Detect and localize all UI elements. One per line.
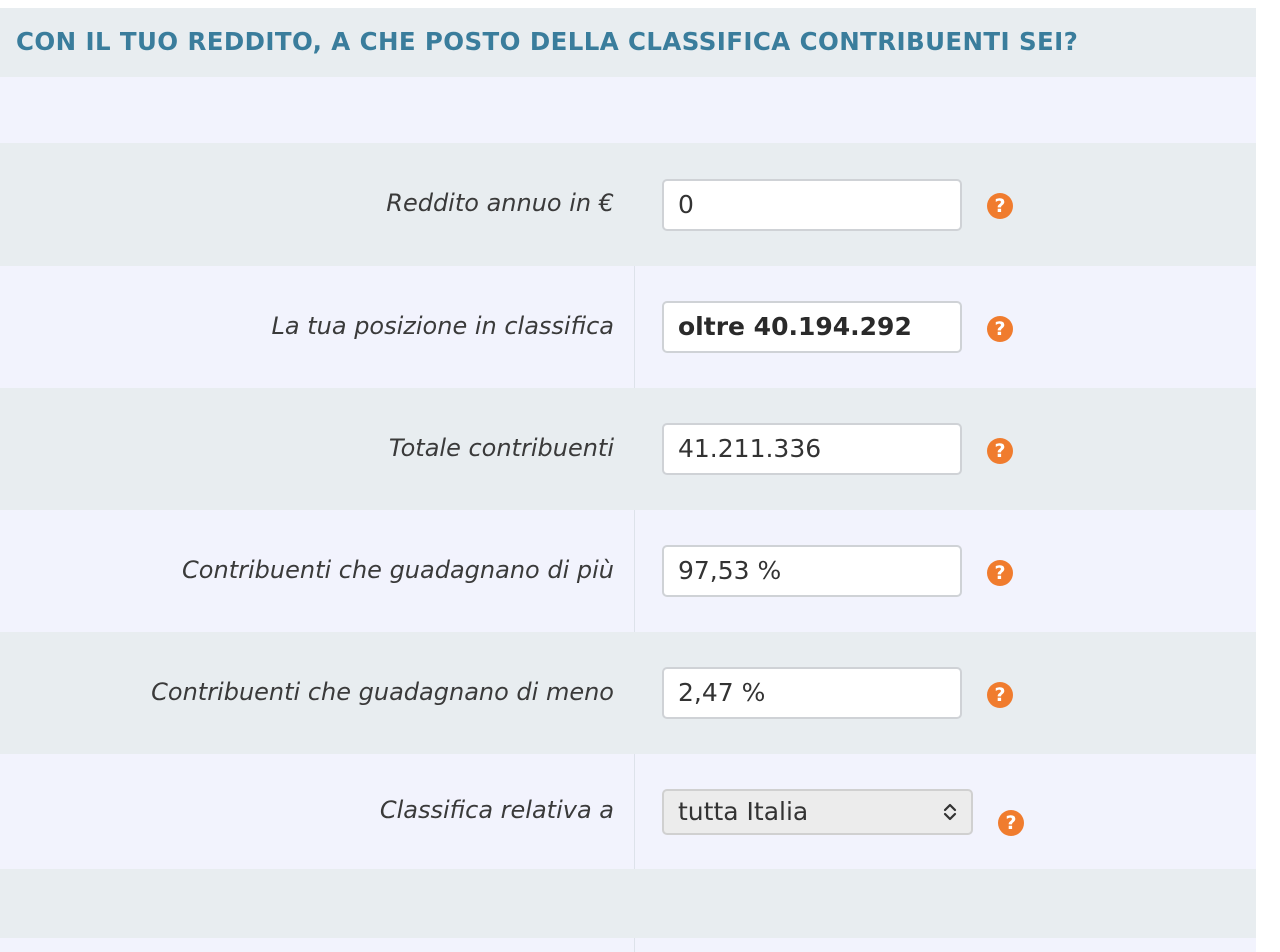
help-icon[interactable]: ? xyxy=(998,810,1024,836)
help-icon[interactable]: ? xyxy=(987,193,1013,219)
column-divider xyxy=(634,266,635,388)
income-ranking-panel xyxy=(0,8,1256,952)
earn-more-output[interactable]: 97,53 % xyxy=(662,545,962,597)
scope-select-value: tutta Italia xyxy=(678,797,809,826)
help-icon[interactable]: ? xyxy=(987,438,1013,464)
chevron-up-down-icon xyxy=(941,800,959,824)
scope-select[interactable] xyxy=(662,789,973,835)
column-divider xyxy=(634,938,635,952)
income-input[interactable]: 0 xyxy=(662,179,962,231)
spacer-row xyxy=(0,77,1256,143)
help-icon[interactable]: ? xyxy=(987,682,1013,708)
column-divider xyxy=(634,510,635,632)
earn-less-label: Contribuenti che guadagnano di meno xyxy=(151,678,614,706)
help-icon[interactable]: ? xyxy=(987,560,1013,586)
total-output[interactable]: 41.211.336 xyxy=(662,423,962,475)
total-label: Totale contribuenti xyxy=(388,434,614,462)
ranking-label: La tua posizione in classifica xyxy=(271,312,614,340)
form-row-income xyxy=(0,143,1256,266)
income-label: Reddito annuo in € xyxy=(386,189,614,217)
spacer-row xyxy=(0,869,1256,938)
earn-more-label: Contribuenti che guadagnano di più xyxy=(182,556,614,584)
form-row-scope xyxy=(0,754,1256,869)
form-row-ranking xyxy=(0,266,1256,388)
form-row-earn-more xyxy=(0,510,1256,632)
next-row xyxy=(0,938,1256,952)
help-icon[interactable]: ? xyxy=(987,316,1013,342)
ranking-output[interactable]: oltre 40.194.292 xyxy=(662,301,962,353)
column-divider xyxy=(634,754,635,869)
earn-less-output[interactable]: 2,47 % xyxy=(662,667,962,719)
panel-header xyxy=(0,8,1256,77)
scope-label: Classifica relativa a xyxy=(379,796,614,824)
panel-title: CON IL TUO REDDITO, A CHE POSTO DELLA CLASSIFICA CONTRIBUENTI SEI? xyxy=(16,27,1079,56)
form-row-total xyxy=(0,388,1256,510)
form-row-earn-less xyxy=(0,632,1256,754)
